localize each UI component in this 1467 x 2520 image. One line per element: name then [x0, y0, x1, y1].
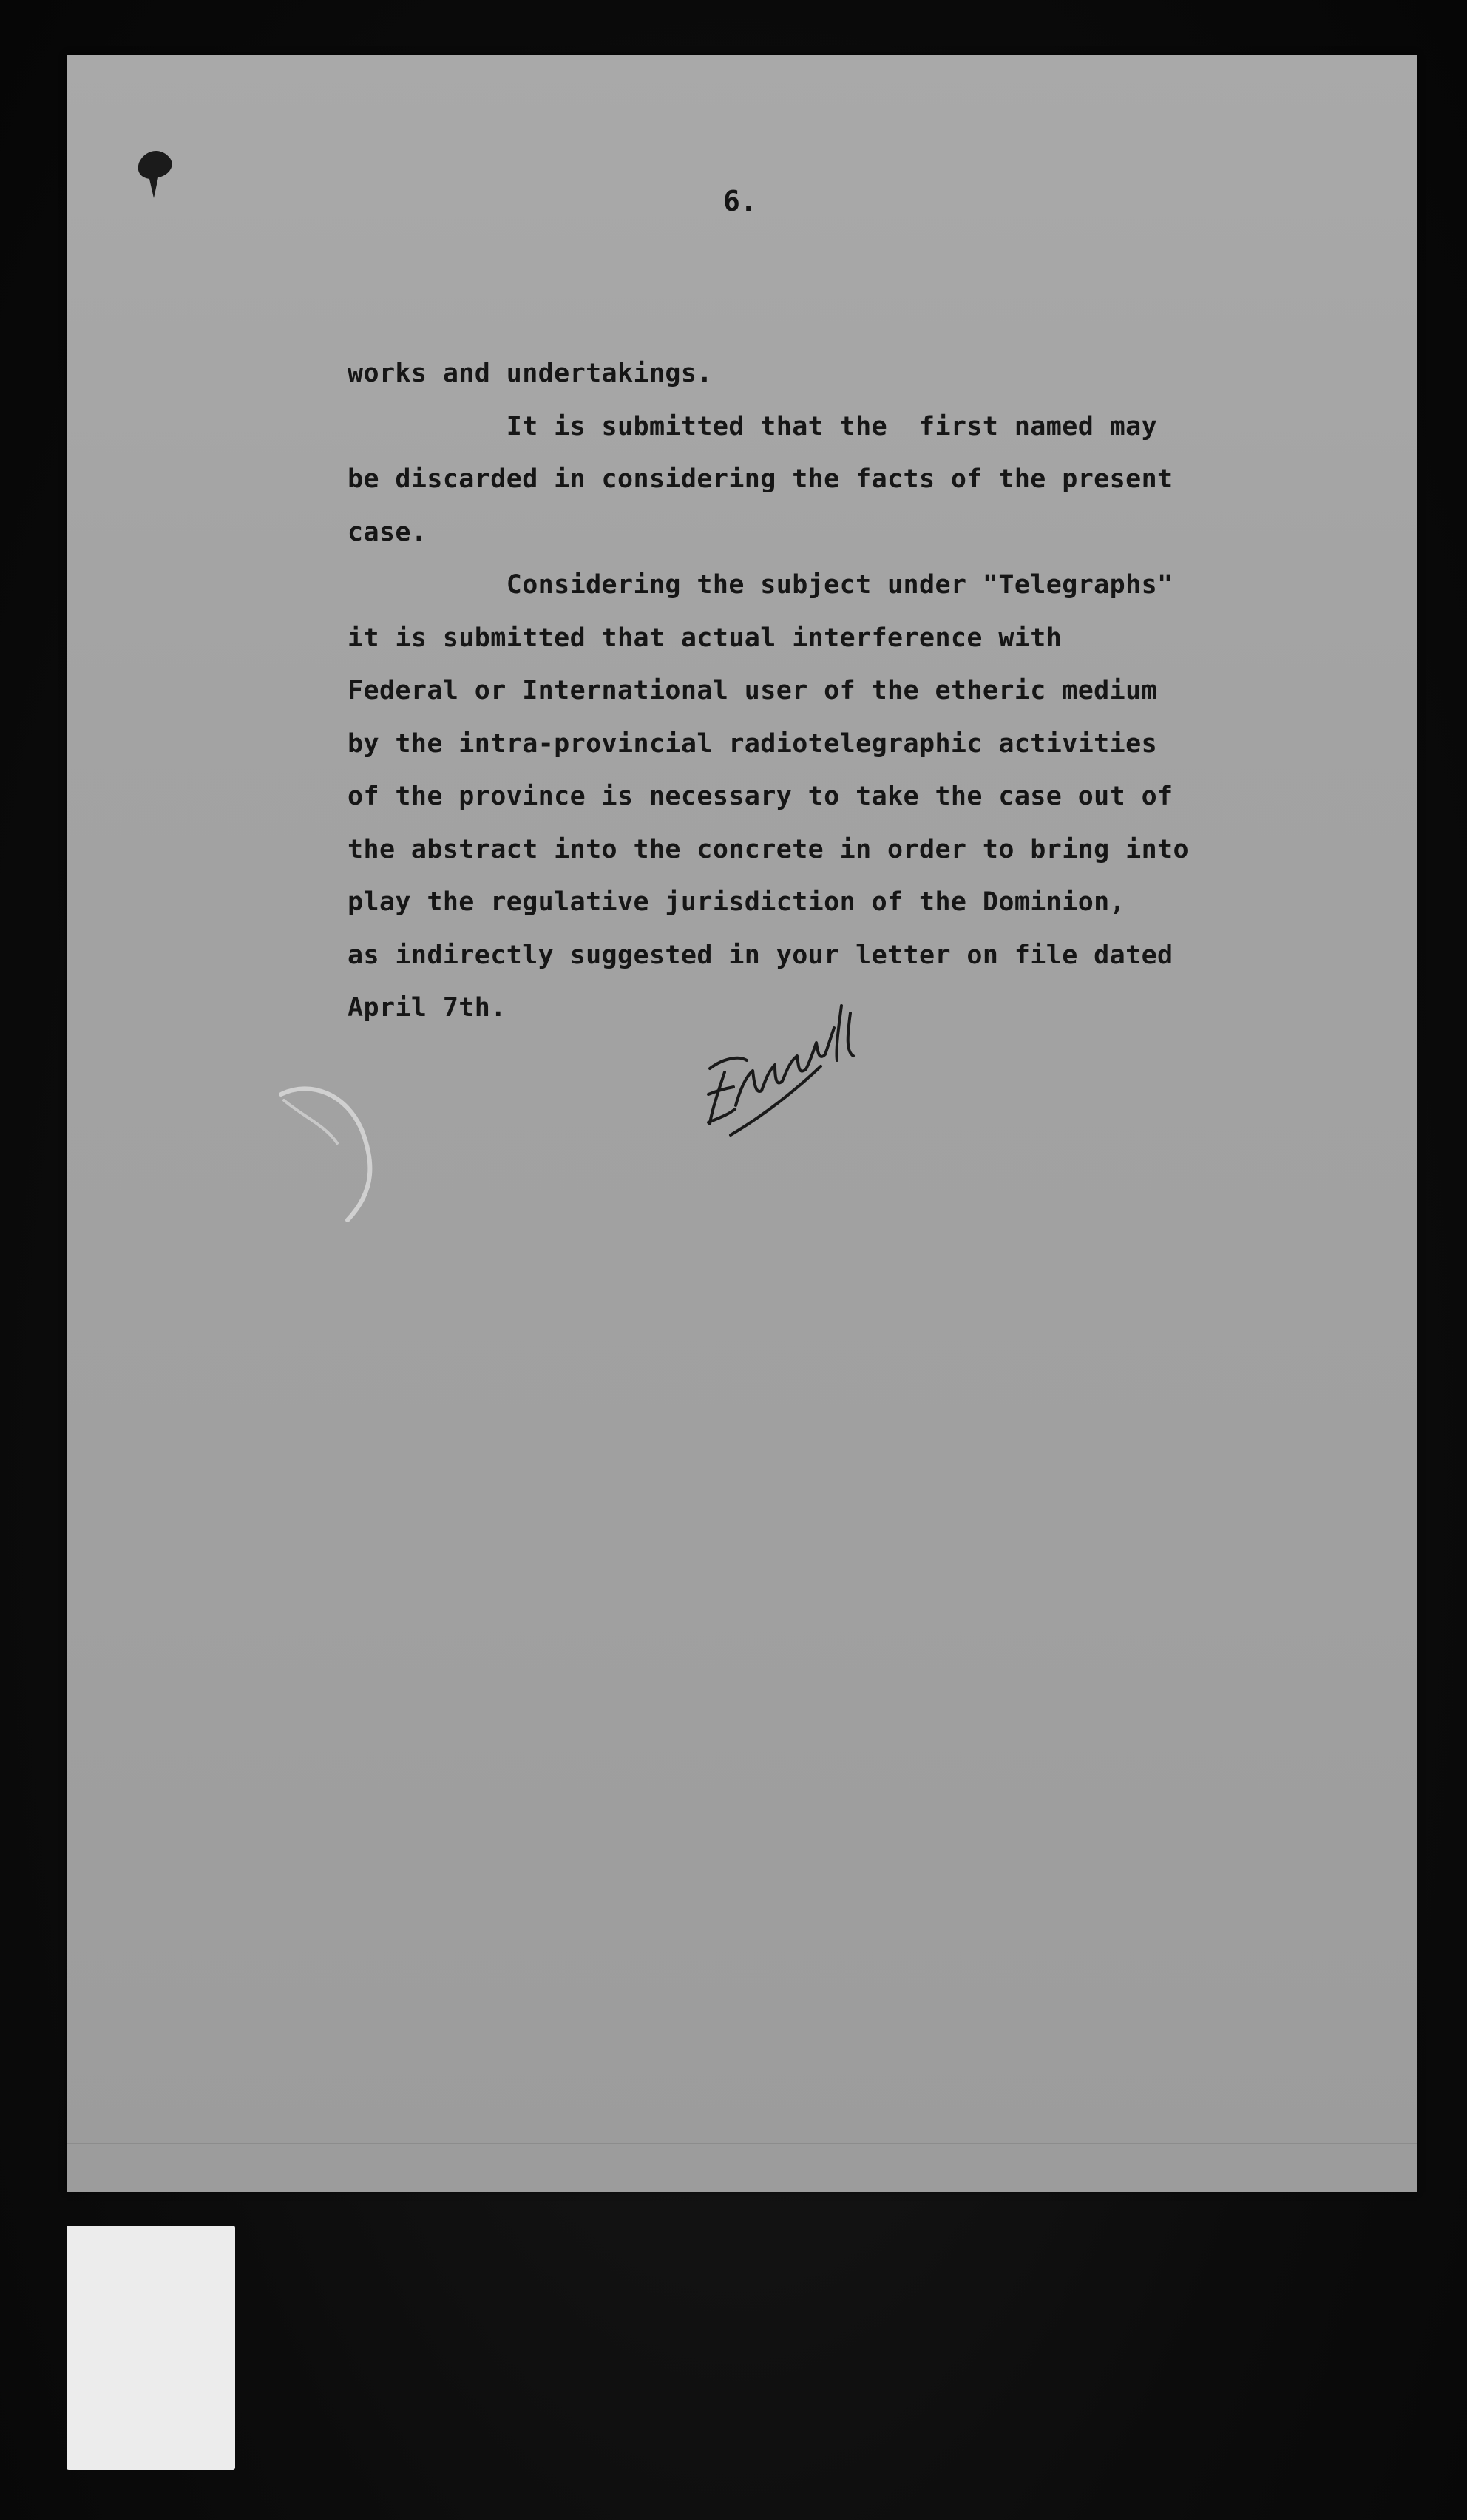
handwritten-signature	[695, 983, 865, 1139]
body-line: be discarded in considering the facts of the present	[348, 464, 1173, 494]
body-line: case.	[348, 517, 427, 547]
body-line: by the intra-provincial radiotelegraphic activities	[348, 728, 1158, 759]
body-line: April 7th.	[348, 993, 506, 1023]
body-line: of the province is necessary to take the case out of	[348, 782, 1173, 811]
body-line: as indirectly suggested in your letter on file dated	[348, 940, 1173, 970]
body-line: It is submitted that the first named may	[348, 411, 1158, 441]
page-number: 6.	[723, 185, 757, 217]
body-line: works and undertakings.	[348, 359, 713, 388]
body-line: it is submitted that actual interference with	[348, 623, 1063, 653]
body-line: Considering the subject under "Telegraphs"	[348, 570, 1173, 600]
body-line: Federal or International user of the etheric medium	[348, 676, 1158, 705]
pencil-mark	[266, 1072, 392, 1235]
letter-body	[348, 348, 1309, 1035]
body-line: play the regulative jurisdiction of the Dominion,	[348, 887, 1126, 917]
punch-hole-mark	[132, 133, 183, 207]
white-label-slip	[67, 2226, 235, 2470]
body-line: the abstract into the concrete in order to bring into	[348, 834, 1190, 864]
